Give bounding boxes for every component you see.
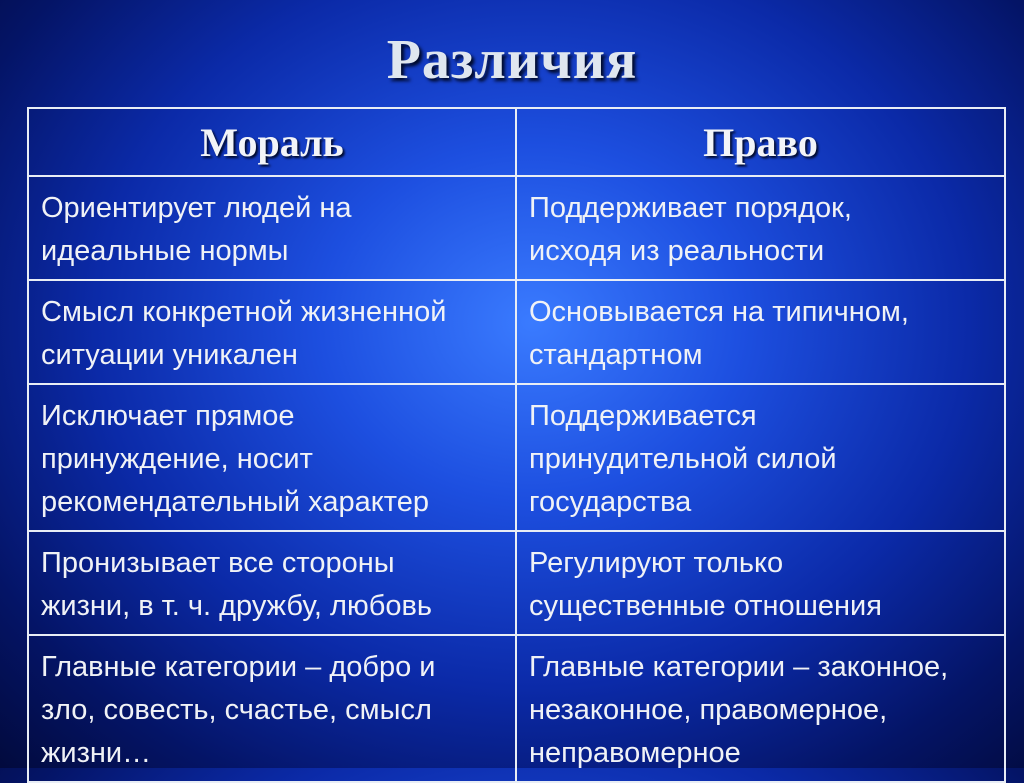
cell-line: жизни… <box>41 737 152 769</box>
cell-line: идеальные нормы <box>41 235 289 267</box>
law-cell <box>516 531 1005 635</box>
table-row <box>28 531 1005 635</box>
cell-line: рекомендательный характер <box>41 486 429 518</box>
cell-line: Регулируют только <box>529 547 784 579</box>
cell-line: Главные категории – добро и <box>41 651 436 683</box>
comparison-table <box>27 107 1006 783</box>
cell-line: существенные отношения <box>529 590 882 622</box>
table-row <box>28 384 1005 531</box>
morality-cell <box>28 635 516 782</box>
cell-line: Ориентирует людей на <box>41 192 352 224</box>
cell-line: незаконное, правомерное, <box>529 694 888 726</box>
cell-line: Главные категории – законное, <box>529 651 949 683</box>
slide-title: Различия <box>386 29 638 91</box>
cell-line: зло, совесть, счастье, смысл <box>41 694 432 726</box>
cell-line: жизни, в т. ч. дружбу, любовь <box>41 590 432 622</box>
cell-line: Основывается на типичном, <box>529 296 909 328</box>
cell-line: принуждение, носит <box>41 443 313 475</box>
morality-cell <box>28 531 516 635</box>
morality-cell <box>28 176 516 280</box>
table-header-row <box>28 108 1005 176</box>
table-row <box>28 635 1005 782</box>
cell-line: Смысл конкретной жизненной <box>41 296 447 328</box>
law-cell <box>516 176 1005 280</box>
cell-line: исходя из реальности <box>529 235 825 267</box>
law-cell <box>516 280 1005 384</box>
law-cell <box>516 384 1005 531</box>
law-cell <box>516 635 1005 782</box>
cell-line: Исключает прямое <box>41 400 295 432</box>
cell-line: принудительной силой <box>529 443 837 475</box>
column-header-law: Право <box>516 108 1005 176</box>
cell-line: государства <box>529 486 692 518</box>
morality-cell <box>28 280 516 384</box>
column-header-morality: Мораль <box>28 108 516 176</box>
cell-line: неправомерное <box>529 737 741 769</box>
cell-line: Пронизывает все стороны <box>41 547 395 579</box>
table-row <box>28 280 1005 384</box>
cell-line: Поддерживается <box>529 400 757 432</box>
cell-line: ситуации уникален <box>41 339 298 371</box>
table-row <box>28 176 1005 280</box>
cell-line: стандартном <box>529 339 703 371</box>
morality-cell <box>28 384 516 531</box>
cell-line: Поддерживает порядок, <box>529 192 852 224</box>
